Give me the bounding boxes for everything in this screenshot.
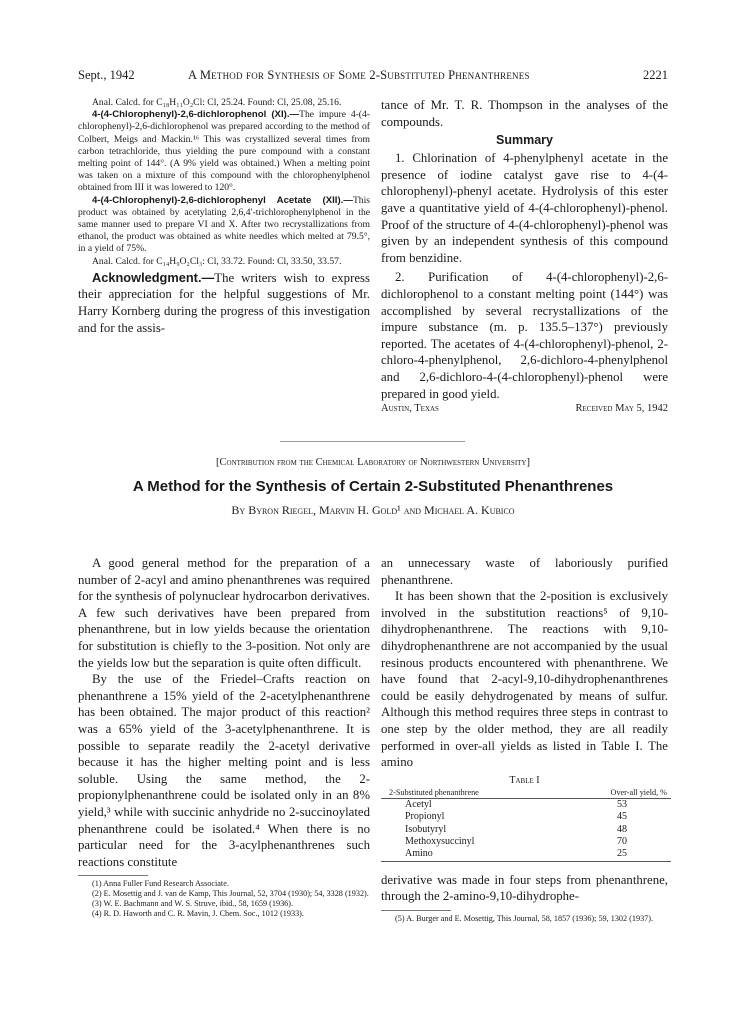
bottom-right-column: [381, 555, 668, 924]
intro-paragraph-1: A good general method for the preparation of a number of 2-acyl and amino phenanthrenes was required for the synthesis of polynuclear hydrocarbon derivatives. A few such derivatives have been prepared from phenanthrene, but in low yields because the orientation for substitution is chiefly to the 3-position. Not only are the yields low but the separation is quite often difficult.: [78, 556, 370, 670]
footnote-4: (4) R. D. Haworth and C. R. Mavin, J. Chem. Soc., 1012 (1933).: [92, 908, 304, 918]
header-running-title: A Method for Synthesis of Some 2-Substituted Phenanthrenes: [188, 68, 530, 82]
acknowledgment-continued: tance of Mr. T. R. Thompson in the analyses of the compounds.: [381, 98, 668, 129]
analysis-1: Anal. Calcd. for C₁₈H₁₁O₂Cl: Cl, 25.24. Found: Cl, 25.08, 25.16.: [92, 97, 342, 108]
compound-xi-text: The impure 4-(4-chlorophenyl)-2,6-dichlorophenol was prepared according to the method of Colbert, Meigs and Mackin.¹⁶ This was crystallized several times from carbon tetrachloride, thus yielding the pure compound with a constant melting point of 144°. (A 9% yield was obtained.) When a melting point was taken on a mixture of this compound with the chlorophenylphenol obtained from III it was lowered to 120°.: [78, 109, 370, 194]
table-cell-yield: 70: [617, 835, 627, 847]
table-row: [381, 836, 671, 848]
intro-paragraph-2: By the use of the Friedel–Crafts reaction on phenanthrene a 15% yield of the 2-acetylphenanthrene has been obtained. The major product of this reaction² was a 65% yield of the 3-acetylphenanthrene. It is possible to separate readily the 2-acetyl derivative because it has the higher melting point and is less soluble. Using the same method, the 2-propionylphenanthrene could be isolated only in an 8% yield,³ while with succinic anhydride no 2-succinoylated phenanthrene could be isolated.⁴ When there is no particular need for the 3-acylphenanthrenes such reactions constitute: [78, 672, 370, 869]
intro-paragraph-3: It has been shown that the 2-position is exclusively involved in the substitution reactions⁵ of 9,10-dihydrophenanthrene. The reactions with 9,10-dihydrophenanthrene are not accompanied by the usual resinous products encountered with phenanthrene. We have found that 2-acyl-9,10-dihydrophenanthrenes could be easily dehydrogenated by means of sulfur. Although this method requires three steps in contrast to one step by the older method, they are all readily performed in over-all yields as listed in Table I. The amino: [381, 589, 668, 770]
table-row: [381, 824, 671, 836]
top-right-column: [381, 97, 668, 414]
compound-xii-paragraph: [78, 195, 370, 256]
summary-item-1: 1. Chlorination of 4-phenylphenyl acetate in the presence of iodine catalyst gave rise to 4-(4-chlorophenyl)-phenyl acetate. Hydrolysis of this ester gave a quantitative yield of 4-(4-chlorophenyl)-phenol. Proof of the structure of 4-(4-chlorophenyl)-phenol was given by an independent synthesis of this compound from benzidine.: [381, 151, 668, 265]
table-header-row: [381, 788, 671, 799]
summary-item-2: 2. Purification of 4-(4-chlorophenyl)-2,6-dichlorophenol to a constant melting point (144°) was accomplished by several recrystallizations of the impure substance (m. p. 135.5–137°) previously reported. The acetates of 4-(4-chlorophenyl)-phenol, 2-chloro-4-phenylphenol, 2,6-dichloro-4-phenylphenol and 2,6-dichloro-4-(4-chlorophenyl)-phenol were prepared in good yield.: [381, 270, 668, 401]
header-page-number: 2221: [643, 68, 668, 82]
footnote-3: (3) W. E. Bachmann and W. S. Struve, ibid., 58, 1659 (1936).: [92, 898, 294, 908]
footnote-1: (1) Anna Fuller Fund Research Associate.: [92, 879, 229, 889]
table-cell-name: Amino: [381, 848, 560, 861]
acknowledgment-heading: Acknowledgment.—: [92, 269, 215, 285]
article-authors: By Byron Riegel, Marvin H. Gold¹ and Michael A. Kubico: [231, 503, 515, 517]
article-title: A Method for the Synthesis of Certain 2-Substituted Phenanthrenes: [132, 478, 614, 495]
compound-xii-heading: 4-(4-Chlorophenyl)-2,6-dichlorophenyl Acetate (XII).—: [92, 194, 353, 206]
signature-line: [381, 403, 668, 414]
table-cell-name: Isobutyryl: [405, 823, 447, 835]
footnote-5: (5) A. Burger and E. Mosettig, This Journal, 58, 1857 (1936); 59, 1302 (1937).: [395, 913, 654, 923]
compound-xi-heading: 4-(4-Chlorophenyl)-2,6-dichlorophenol (XI).—: [92, 109, 300, 121]
acknowledgment-text: The writers wish to express their appreciation for the helpful suggestions of Mr. Harry Kornberg during the progress of this investigation and for the assis-: [78, 270, 370, 335]
table-col-header-substituent: 2-Substituted phenanthrene: [381, 788, 560, 799]
footnote-rule: [78, 875, 148, 876]
table-cell-yield: 45: [617, 811, 627, 823]
table-cell-yield: 53: [617, 798, 627, 810]
received-date: Received May 5, 1942: [575, 403, 668, 415]
place-of-origin: Austin, Texas: [381, 403, 439, 415]
table-row: [381, 798, 671, 811]
table-cell-name: Acetyl: [405, 798, 432, 810]
footnote-2: (2) E. Mosettig and J. van de Kamp, This Journal, 52, 3704 (1930); 54, 3328 (1932).: [92, 889, 369, 899]
header-date: Sept., 1942: [78, 68, 135, 82]
running-header: [78, 68, 668, 86]
intro-continued: an unnecessary waste of laboriously purified phenanthrene.: [381, 556, 668, 587]
table-cell-name: Propionyl: [405, 811, 445, 823]
section-divider: [280, 441, 465, 442]
table-cell-yield: 25: [560, 848, 671, 861]
intro-paragraph-4: derivative was made in four steps from phenanthrene, through the 2-amino-9,10-dihydrophe-: [381, 872, 668, 904]
table-col-header-yield: Over-all yield, %: [560, 788, 671, 799]
footnote-rule: [381, 910, 451, 911]
top-left-column: [78, 97, 370, 336]
table-cell-name: Methoxysuccinyl: [405, 835, 475, 847]
analysis-2: Anal. Calcd. for C₁₄H₉O₂Cl₃: Cl, 33.72. Found: Cl, 33.50, 33.57.: [92, 255, 342, 267]
bottom-left-column: [78, 555, 370, 918]
summary-heading: Summary: [496, 133, 553, 148]
acknowledgment-paragraph: [78, 270, 370, 336]
table-cell-yield: 48: [617, 823, 627, 835]
yield-table: [381, 788, 671, 862]
compound-xi-paragraph: [78, 109, 370, 194]
table-row: [381, 848, 671, 861]
table-row: [381, 811, 671, 823]
table-title: Table I: [509, 774, 540, 786]
contribution-line: [Contribution from the Chemical Laboratory of Northwestern University]: [216, 457, 530, 468]
compound-xii-text: This product was obtained by acetylating 2,6,4′-trichlorophenylphenol in the same manner used to prepare VI and X. After two recrystallizations from ethanol, the product was obtained as white needles which melted at 79.5°, in a yield of 75%.: [78, 194, 370, 255]
